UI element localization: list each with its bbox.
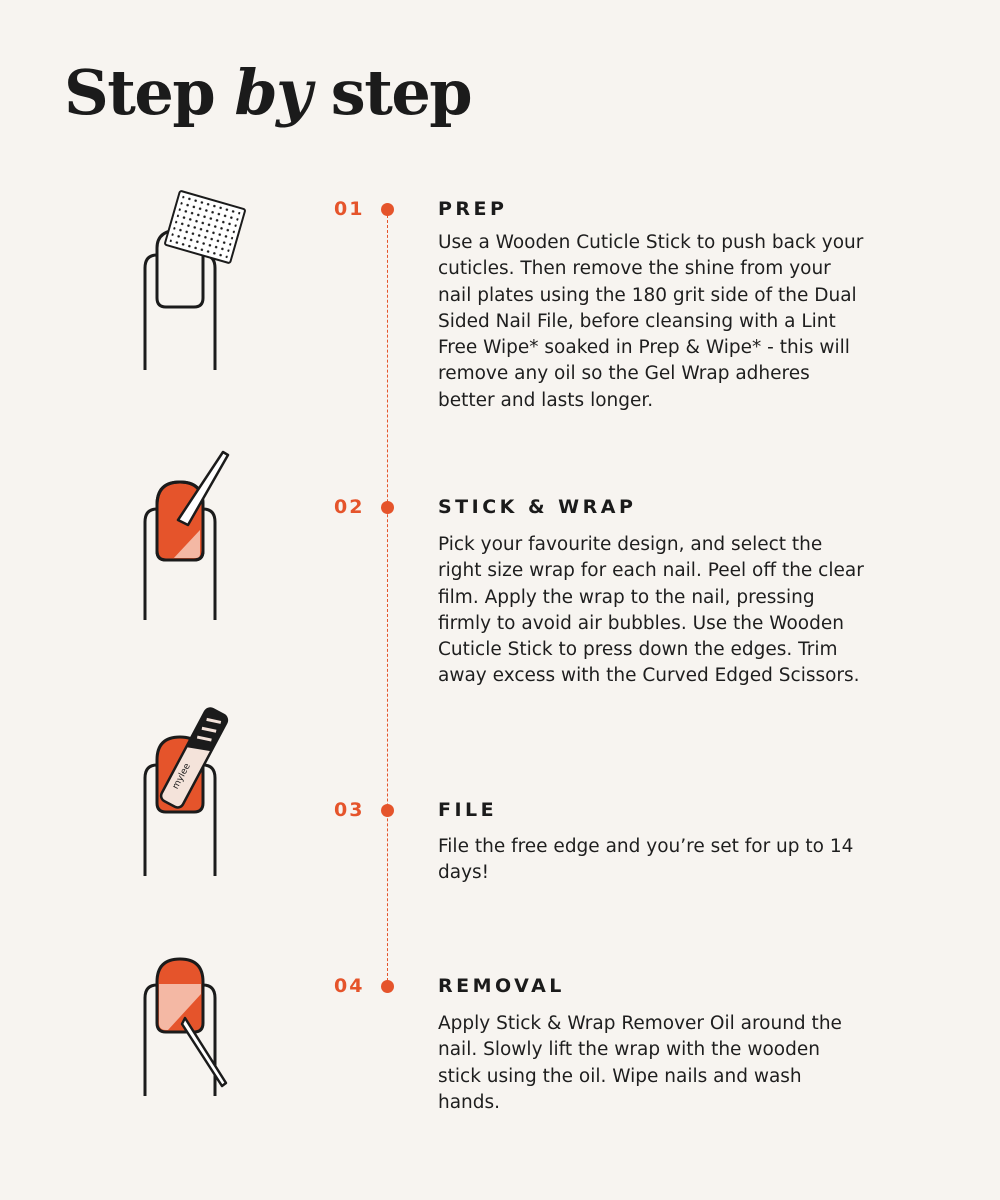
step-body: Apply Stick & Wrap Remover Oil around the nail. Slowly lift the wrap with the wooden stick using the oil. Wipe nails and wash hands.	[438, 1013, 842, 1113]
step-number: 02	[334, 496, 365, 518]
step-number: 04	[334, 975, 365, 997]
cuticle-stick-icon	[130, 450, 260, 650]
page-title: Step by step	[64, 56, 472, 129]
timeline-line	[387, 210, 388, 986]
file-brand-label: mylee	[170, 761, 193, 792]
step-body: File the free edge and you’re set for up to 14 days!	[438, 836, 854, 884]
step-heading: REMOVAL	[438, 975, 565, 997]
nail-file-icon	[130, 700, 260, 900]
timeline-dot	[381, 980, 394, 993]
step-heading: PREP	[438, 198, 508, 220]
timeline-dot	[381, 203, 394, 216]
step-number: 03	[334, 799, 365, 821]
step-heading: STICK & WRAP	[438, 496, 637, 518]
timeline-dot	[381, 501, 394, 514]
step-body: Use a Wooden Cuticle Stick to push back your cuticles. Then remove the shine from your nail plates using the 180 grit side of the Dual Sided Nail File, before cleansing with a Lint Free Wipe* soaked in Prep & Wipe* - this will remove any oil so the Gel Wrap adheres better and lasts longer.	[438, 232, 864, 411]
nail-buffer-icon	[130, 180, 260, 380]
step-body: Pick your favourite design, and select the right size wrap for each nail. Peel off the clear film. Apply the wrap to the nail, pressing firmly to avoid air bubbles. Use the Wooden Cuticle Stick to press down the edges. Trim away excess with the Curved Edged Scissors.	[438, 534, 864, 687]
step-number: 01	[334, 198, 365, 220]
removal-stick-icon	[130, 950, 260, 1150]
timeline-dot	[381, 804, 394, 817]
step-heading: FILE	[438, 799, 498, 821]
title-emphasis: by	[234, 56, 311, 129]
